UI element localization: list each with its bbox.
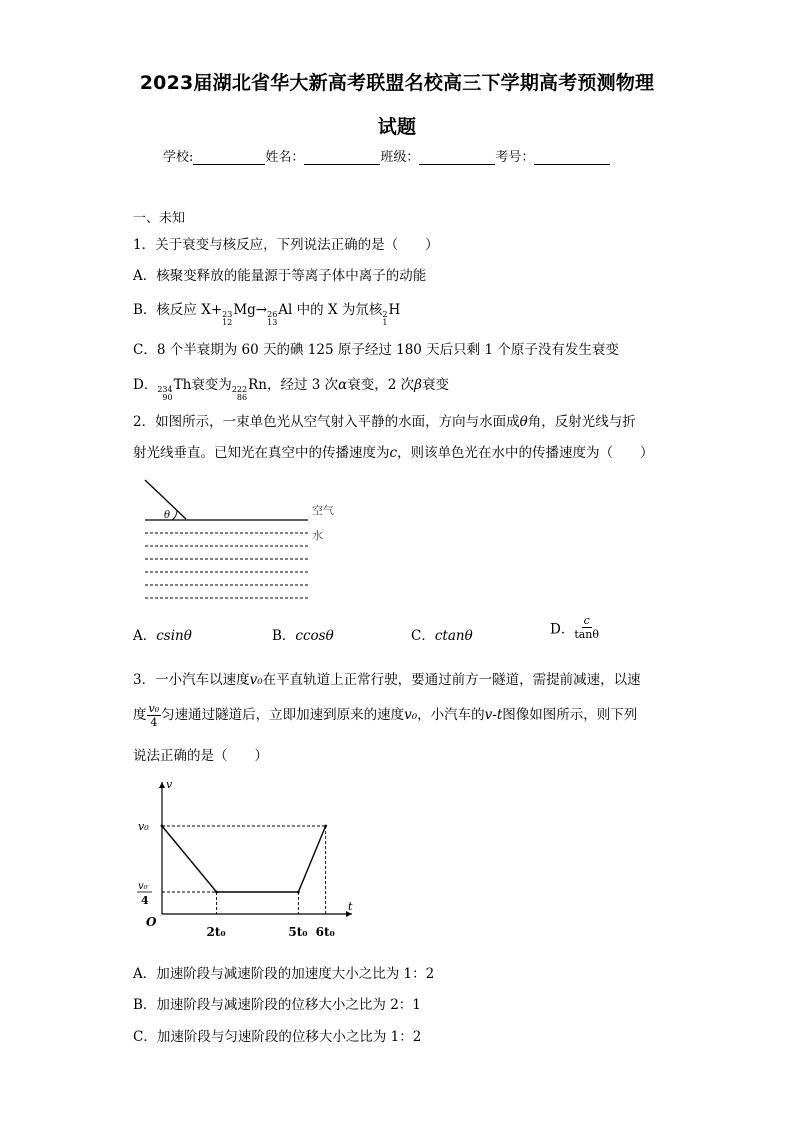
q3-stem-line1 bbox=[133, 668, 641, 688]
q1-d-end2: 衰变，2 次 bbox=[347, 377, 415, 393]
vt-chart bbox=[132, 774, 362, 946]
q3-option-c: C．加速阶段与匀速阶段的位移大小之比为 1：2 bbox=[133, 1029, 422, 1045]
q1-d-prefix: D． bbox=[133, 377, 158, 393]
vt-symbol: v-t bbox=[484, 707, 503, 723]
h-mass-number: 2 bbox=[382, 310, 388, 319]
document-title-line1: 2023届湖北省华大新高考联盟名校高三下学期高考预测物理 bbox=[139, 72, 655, 94]
student-info-row bbox=[163, 146, 610, 165]
x-tick-label-2: 5t₀ bbox=[288, 925, 308, 939]
q2-option-a bbox=[133, 624, 192, 644]
h-atomic-number: 1 bbox=[382, 318, 388, 327]
mg-symbol: Mg bbox=[233, 302, 256, 318]
q2-d-fraction bbox=[574, 614, 599, 641]
alpha-symbol: α bbox=[338, 377, 348, 393]
reaction-arrow: → bbox=[255, 302, 268, 318]
q2-c-label: C． bbox=[411, 628, 435, 644]
section-heading: 一、未知 bbox=[133, 211, 186, 226]
v0-symbol: v₀ bbox=[249, 672, 263, 688]
rn-atomic-number: 86 bbox=[236, 393, 248, 402]
q3-text5: ，小汽车的 bbox=[417, 707, 485, 723]
mg-nuclide-numbers bbox=[222, 311, 232, 327]
q1-option-d bbox=[133, 373, 449, 402]
al-mass-number: 26 bbox=[267, 310, 278, 319]
q1-d-end3: 衰变 bbox=[421, 377, 449, 393]
q1-option-b bbox=[133, 298, 400, 327]
x-tick-label-3: 6t₀ bbox=[315, 925, 335, 939]
q1-b-mid: 中的 X 为氘核 bbox=[292, 302, 383, 318]
exam-no-label: 考号： bbox=[495, 150, 535, 165]
chart-guides bbox=[162, 826, 326, 914]
class-label: 班级： bbox=[380, 150, 420, 165]
q2-stem-text4: ，则该单色光在水中的传播速度为（ ） bbox=[397, 445, 654, 461]
school-blank[interactable] bbox=[193, 150, 265, 165]
q1-stem: 1．关于衰变与核反应，下列说法正确的是（ ） bbox=[133, 237, 439, 253]
q3-text1: 3．一小汽车以速度 bbox=[133, 672, 250, 688]
h-nuclide-numbers bbox=[382, 311, 387, 327]
q2-b-label: B． bbox=[272, 628, 296, 644]
mg-mass-number: 23 bbox=[222, 310, 233, 319]
q3-text2: 在平直轨道上正常行驶，要通过前方一隧道，需提前减速，以速 bbox=[262, 672, 641, 688]
y-tick-label-quarter-num: v₀ bbox=[138, 881, 148, 892]
q3-stem-line2 bbox=[133, 702, 637, 729]
q3-fraction bbox=[147, 702, 162, 729]
q1-d-mid: 衰变为 bbox=[191, 377, 232, 393]
school-label: 学校: bbox=[163, 150, 194, 165]
th-mass-number: 234 bbox=[157, 385, 173, 394]
y-tick-label-v0: v₀ bbox=[138, 820, 149, 833]
th-symbol: Th bbox=[173, 377, 192, 393]
q3-option-a: A．加速阶段与减速阶段的加速度大小之比为 1：2 bbox=[133, 966, 435, 982]
c-symbol: c bbox=[389, 445, 398, 461]
q2-stem-line1 bbox=[133, 410, 636, 430]
al-nuclide-numbers bbox=[267, 311, 277, 327]
fig-air-label: 空气 bbox=[312, 504, 334, 517]
q2-a-label: A． bbox=[133, 628, 157, 644]
th-atomic-number: 90 bbox=[162, 393, 173, 402]
q2-refraction-figure bbox=[140, 476, 350, 604]
q3-option-b: B．加速阶段与减速阶段的位移大小之比为 2：1 bbox=[133, 997, 421, 1013]
document-title-line2: 试题 bbox=[377, 116, 417, 138]
q2-stem-text1: 2．如图所示，一束单色光从空气射入平静的水面，方向与水面成 bbox=[133, 414, 520, 430]
q3-text3: 度 bbox=[133, 707, 147, 723]
q2-d-numerator: c bbox=[583, 614, 590, 627]
x-tick-label-1: 2t₀ bbox=[206, 925, 226, 939]
q2-d-label: D． bbox=[550, 621, 575, 638]
theta-symbol: θ bbox=[519, 414, 528, 430]
chart-axes bbox=[159, 782, 352, 917]
fig-theta-label: θ bbox=[164, 510, 171, 521]
y-tick-label-quarter-den: 4 bbox=[141, 894, 149, 907]
vt-segment-1 bbox=[162, 826, 217, 892]
beta-symbol: β bbox=[414, 377, 422, 393]
q2-option-b bbox=[272, 624, 334, 644]
class-blank[interactable] bbox=[419, 150, 495, 165]
q2-d-denominator: tanθ bbox=[574, 628, 600, 641]
name-blank[interactable] bbox=[304, 150, 380, 165]
q2-a-value: csinθ bbox=[156, 628, 192, 644]
rn-mass-number: 222 bbox=[231, 385, 248, 394]
q1-b-prefix: B．核反应 X+ bbox=[133, 302, 223, 318]
exam-no-blank[interactable] bbox=[534, 150, 610, 165]
q2-stem-line2 bbox=[133, 441, 654, 461]
chart-series bbox=[161, 825, 327, 894]
q3-stem-line3: 说法正确的是（ ） bbox=[133, 748, 268, 764]
th-nuclide-numbers bbox=[157, 386, 172, 402]
y-axis-arrow bbox=[159, 782, 165, 788]
rn-nuclide-numbers bbox=[232, 386, 247, 402]
al-symbol: Al bbox=[278, 302, 293, 318]
q2-option-d bbox=[550, 614, 599, 641]
h-symbol: H bbox=[388, 302, 401, 318]
q2-stem-text2: 角，反射光线与折 bbox=[527, 414, 636, 430]
q2-stem-text3: 射光线垂直。已知光在真空中的传播速度为 bbox=[133, 445, 390, 461]
vt-segment-3 bbox=[298, 826, 325, 892]
y-axis-label: v bbox=[166, 778, 173, 791]
rn-symbol: Rn bbox=[248, 377, 267, 393]
q3-frac-numerator: v₀ bbox=[148, 702, 160, 715]
q1-option-c: C．8 个半衰期为 60 天的碘 125 原子经过 180 天后只剩 1 个原子没有发生衰变 bbox=[133, 342, 619, 358]
q1-option-a: A．核聚变释放的能量源于等离子体中离子的动能 bbox=[133, 268, 427, 284]
vt-point-4 bbox=[324, 825, 327, 828]
al-atomic-number: 13 bbox=[267, 318, 278, 327]
origin-label: O bbox=[146, 915, 157, 929]
q1-d-end1: ，经过 3 次 bbox=[266, 377, 339, 393]
name-label: 姓名： bbox=[265, 150, 305, 165]
vt-point-1 bbox=[161, 825, 164, 828]
chart-labels bbox=[137, 778, 353, 939]
q3-text6: 图像如图所示，则下列 bbox=[502, 707, 638, 723]
vt-point-2 bbox=[215, 891, 218, 894]
q2-option-c bbox=[411, 624, 473, 644]
vt-point-3 bbox=[297, 891, 300, 894]
q3-text4: 匀速通过隧道后，立即加速到原来的速度 bbox=[161, 707, 405, 723]
v0-symbol-2: v₀ bbox=[404, 707, 418, 723]
mg-atomic-number: 12 bbox=[222, 318, 233, 327]
q2-c-value: ctanθ bbox=[434, 628, 473, 644]
theta-arc bbox=[172, 510, 177, 520]
fig-water-label: 水 bbox=[312, 529, 323, 542]
x-axis-label: t bbox=[348, 900, 353, 913]
q2-b-value: ccosθ bbox=[295, 628, 334, 644]
q3-frac-denominator: 4 bbox=[150, 716, 158, 729]
water-dashed-lines bbox=[145, 533, 308, 598]
